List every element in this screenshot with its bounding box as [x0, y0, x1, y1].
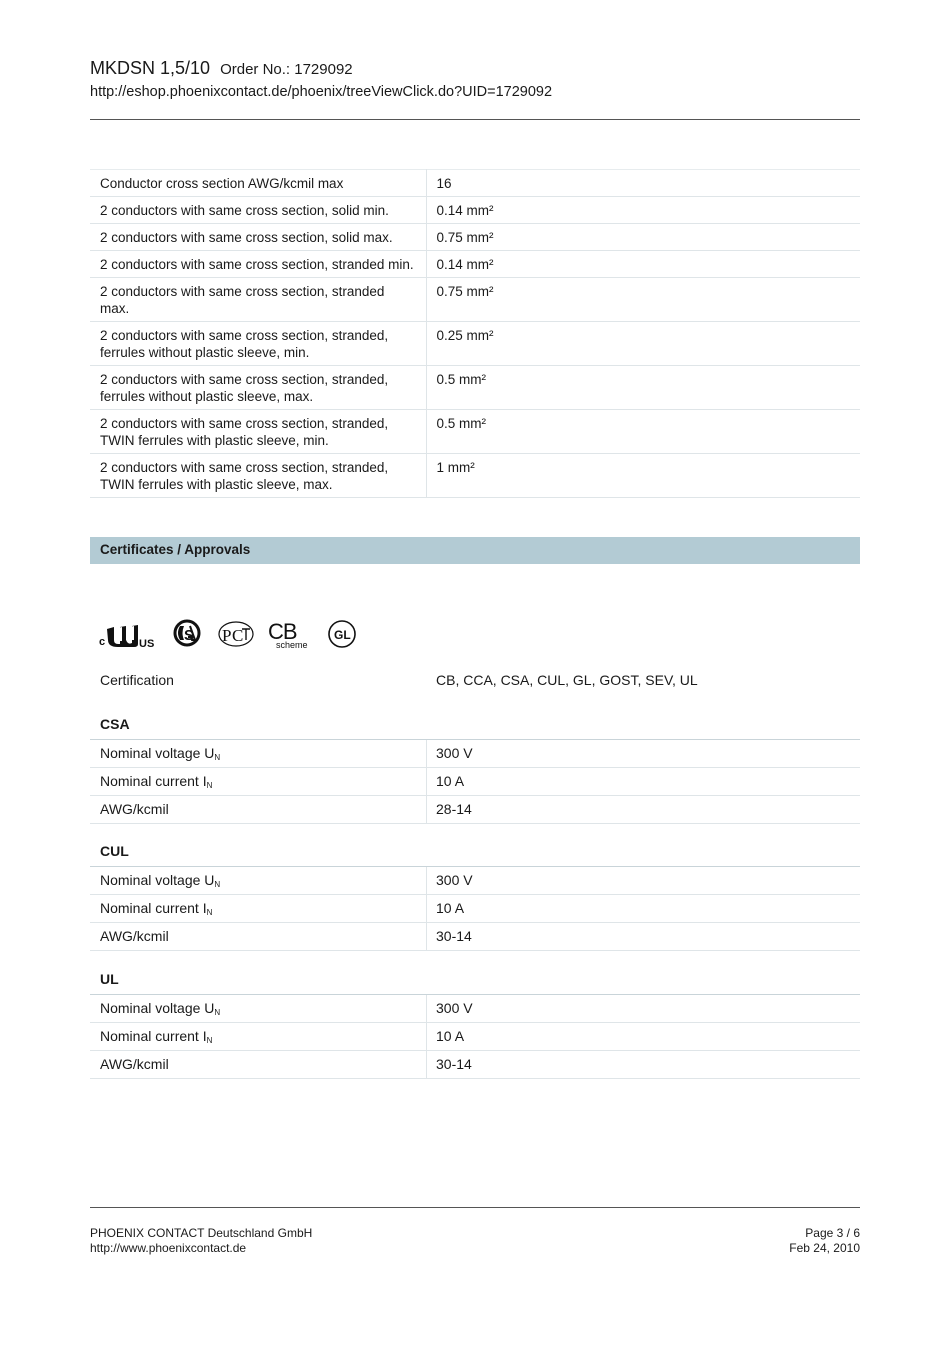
- header-url[interactable]: http://eshop.phoenixcontact.de/phoenix/treeViewClick.do?UID=1729092: [90, 84, 553, 100]
- approval-group-title: CSA: [100, 716, 130, 732]
- approval-key-subscript: N: [214, 1008, 221, 1017]
- spec-table: [90, 169, 860, 498]
- approval-key-text: Nominal voltage U: [100, 745, 215, 761]
- certification-value: CB, CCA, CSA, CUL, GL, GOST, SEV, UL: [436, 672, 698, 688]
- approval-group-title: CUL: [100, 843, 129, 859]
- approval-key: [100, 1056, 169, 1072]
- column-divider: [426, 895, 427, 922]
- spec-row: [90, 454, 860, 498]
- spec-value: 0.5 mm²: [426, 366, 860, 410]
- approval-key-text: Nominal current I: [100, 1028, 207, 1044]
- footer-website[interactable]: http://www.phoenixcontact.de: [90, 1241, 247, 1255]
- spec-value: 0.14 mm²: [426, 197, 860, 224]
- spec-row: [90, 322, 860, 366]
- csa-mark-icon: [164, 616, 210, 652]
- approval-value: 300 V: [436, 872, 473, 888]
- product-name: MKDSN 1,5/10: [90, 58, 211, 78]
- certification-label: Certification: [100, 672, 174, 688]
- approval-value: 10 A: [436, 1028, 465, 1044]
- spec-row: [90, 224, 860, 251]
- column-divider: [426, 796, 427, 823]
- spec-value: 0.25 mm²: [426, 322, 860, 366]
- approval-key-text: AWG/kcmil: [100, 801, 169, 817]
- spec-row: [90, 278, 860, 322]
- approval-key: [100, 1028, 212, 1045]
- order-number: Order No.: 1729092: [220, 61, 353, 78]
- spec-value: 0.14 mm²: [426, 251, 860, 278]
- column-divider: [426, 740, 427, 767]
- approval-value: 300 V: [436, 1000, 473, 1016]
- approval-group-table: [90, 866, 860, 951]
- approval-row: [90, 768, 860, 796]
- approval-key-text: Nominal voltage U: [100, 1000, 215, 1016]
- spec-value: 16: [426, 170, 860, 197]
- svg-text:US: US: [139, 638, 155, 650]
- approval-value: 28-14: [436, 801, 472, 817]
- svg-text:scheme: scheme: [276, 640, 308, 650]
- approval-key: [100, 745, 220, 762]
- spec-key: 2 conductors with same cross section, solid min.: [90, 197, 426, 224]
- spec-key: 2 conductors with same cross section, stranded min.: [90, 251, 426, 278]
- approval-value: 10 A: [436, 773, 465, 789]
- gost-pct-mark-icon: [210, 616, 262, 652]
- approval-group-title: UL: [100, 971, 119, 987]
- approval-key: [100, 773, 212, 790]
- approval-value: 30-14: [436, 928, 472, 944]
- column-divider: [426, 768, 427, 795]
- spec-key: Conductor cross section AWG/kcmil max: [90, 170, 426, 197]
- spec-value: 0.75 mm²: [426, 224, 860, 251]
- approval-row: [90, 740, 860, 768]
- approval-key-subscript: N: [206, 908, 213, 917]
- column-divider: [426, 1051, 427, 1078]
- approval-key: [100, 1000, 220, 1017]
- approval-group-table: [90, 994, 860, 1079]
- footer-divider: [90, 1207, 860, 1208]
- approval-key-text: Nominal voltage U: [100, 872, 215, 888]
- svg-text:CB: CB: [268, 619, 297, 644]
- header-title: [90, 58, 860, 79]
- approval-row: [90, 1051, 860, 1079]
- spec-value: 0.5 mm²: [426, 410, 860, 454]
- spec-key: 2 conductors with same cross section, stranded, ferrules without plastic sleeve, max.: [90, 366, 426, 410]
- approval-key: [100, 801, 169, 817]
- approval-key-text: AWG/kcmil: [100, 928, 169, 944]
- spec-key: 2 conductors with same cross section, stranded, TWIN ferrules with plastic sleeve, min.: [90, 410, 426, 454]
- cul-us-mark-icon: [98, 616, 164, 652]
- spec-row: [90, 410, 860, 454]
- footer-page-number: Page 3 / 6: [805, 1226, 860, 1240]
- approval-row: [90, 796, 860, 824]
- spec-row: [90, 251, 860, 278]
- approval-key-subscript: N: [214, 880, 221, 889]
- cb-scheme-mark-icon: [262, 616, 320, 652]
- spec-row: [90, 197, 860, 224]
- approval-key-subscript: N: [214, 753, 221, 762]
- spec-row: [90, 170, 860, 197]
- spec-key: 2 conductors with same cross section, solid max.: [90, 224, 426, 251]
- svg-text:GL: GL: [334, 628, 351, 642]
- header-divider: [90, 119, 860, 120]
- approval-key: [100, 900, 212, 917]
- column-divider: [426, 995, 427, 1022]
- footer-date: Feb 24, 2010: [789, 1241, 860, 1255]
- approval-group-table: [90, 739, 860, 824]
- approval-key: [100, 928, 169, 944]
- approval-value: 300 V: [436, 745, 473, 761]
- approval-row: [90, 995, 860, 1023]
- certificate-logos: [98, 616, 364, 652]
- approval-row: [90, 1023, 860, 1051]
- column-divider: [426, 923, 427, 950]
- gl-mark-icon: [320, 616, 364, 652]
- svg-text:S: S: [184, 627, 195, 644]
- spec-key: 2 conductors with same cross section, stranded max.: [90, 278, 426, 322]
- spec-row: [90, 366, 860, 410]
- approval-key: [100, 872, 220, 889]
- approval-row: [90, 867, 860, 895]
- page-header: [90, 58, 860, 100]
- footer-company: PHOENIX CONTACT Deutschland GmbH: [90, 1226, 313, 1240]
- svg-text:c: c: [99, 636, 106, 648]
- approval-key-subscript: N: [206, 1036, 213, 1045]
- column-divider: [426, 1023, 427, 1050]
- column-divider: [426, 867, 427, 894]
- approval-row: [90, 923, 860, 951]
- approval-key-subscript: N: [206, 781, 213, 790]
- approval-key-text: Nominal current I: [100, 773, 207, 789]
- section-title-certificates: Certificates / Approvals: [90, 537, 860, 564]
- approval-value: 30-14: [436, 1056, 472, 1072]
- spec-value: 1 mm²: [426, 454, 860, 498]
- approval-value: 10 A: [436, 900, 465, 916]
- approval-row: [90, 895, 860, 923]
- svg-text:P: P: [222, 626, 232, 645]
- approval-key-text: Nominal current I: [100, 900, 207, 916]
- approval-key-text: AWG/kcmil: [100, 1056, 169, 1072]
- spec-key: 2 conductors with same cross section, stranded, TWIN ferrules with plastic sleeve, max.: [90, 454, 426, 498]
- svg-text:C: C: [232, 626, 244, 645]
- spec-value: 0.75 mm²: [426, 278, 860, 322]
- spec-key: 2 conductors with same cross section, stranded, ferrules without plastic sleeve, min.: [90, 322, 426, 366]
